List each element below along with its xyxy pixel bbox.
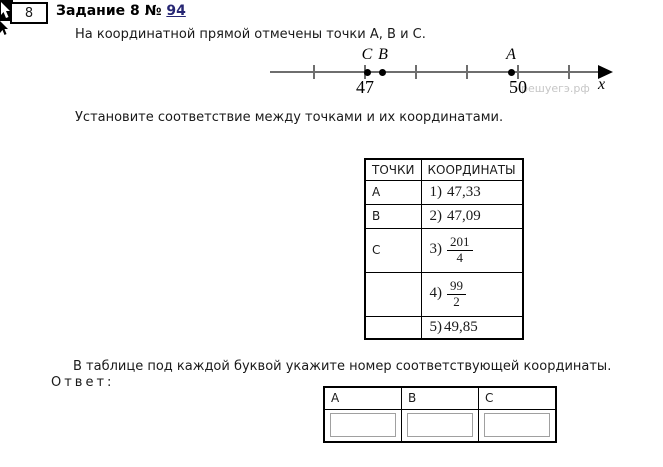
fraction-numerator: 201: [447, 235, 473, 251]
axis-letter-x: x: [598, 76, 606, 93]
point-cell-a: A: [365, 180, 421, 204]
coord-cell-1: [421, 180, 523, 204]
fraction-numerator: 99: [447, 279, 466, 295]
point-dot-c: [364, 69, 371, 76]
answer-input-row: [324, 409, 556, 442]
match-header-points: ТОЧКИ: [365, 159, 421, 180]
coord-cell-2: [421, 204, 523, 228]
note-text: В таблице под каждой буквой укажите номер соответствующей координаты.: [73, 359, 612, 374]
coord-value: 49,85: [444, 318, 478, 335]
answer-header-row: [324, 387, 556, 409]
title-text: Задание 8 №: [56, 3, 167, 19]
point-dot-b: [379, 69, 386, 76]
point-label-b: B: [378, 46, 388, 63]
task-number-link[interactable]: 94: [166, 3, 186, 19]
answer-input-b[interactable]: [407, 413, 473, 437]
table-row: [365, 180, 523, 204]
point-dot-a: [508, 69, 515, 76]
coord-cell-3: [421, 228, 523, 272]
point-cell-empty: [365, 316, 421, 339]
coord-number: 2): [429, 207, 442, 224]
fraction-denominator: 4: [456, 249, 463, 265]
number-line-figure: [270, 45, 630, 103]
point-label-a: A: [506, 46, 516, 63]
answer-header-a: A: [324, 387, 402, 409]
fraction-denominator: 2: [453, 293, 460, 309]
match-table-header-row: [365, 159, 523, 180]
table-row: [365, 272, 523, 316]
point-cell-empty: [365, 272, 421, 316]
answer-table: [323, 386, 557, 443]
table-row: [365, 228, 523, 272]
answer-header-b: B: [402, 387, 479, 409]
instruction-text: Установите соответствие между точками и их координатами.: [75, 110, 504, 125]
fraction: [447, 235, 473, 266]
match-header-coords: КООРДИНАТЫ: [421, 159, 523, 180]
table-row: [365, 316, 523, 339]
tick-mark: [568, 65, 570, 79]
answer-cell-b: [402, 409, 479, 442]
point-cell-c: C: [365, 228, 421, 272]
coord-number: 3): [429, 241, 442, 258]
point-label-c: C: [361, 46, 373, 63]
task-number-box: [10, 2, 48, 24]
coord-cell-4: [421, 272, 523, 316]
answer-cell-c: [479, 409, 557, 442]
tick-label-47: 47: [356, 77, 374, 97]
coord-value: 47,33: [447, 183, 481, 200]
answer-header-c: C: [479, 387, 557, 409]
answer-label: Ответ:: [51, 375, 115, 390]
answer-cell-a: [324, 409, 402, 442]
fraction: [447, 279, 466, 310]
answer-input-a[interactable]: [330, 413, 396, 437]
coord-number: 4): [429, 285, 442, 302]
answer-input-c[interactable]: [484, 413, 550, 437]
task-number: 8: [24, 5, 34, 21]
match-table: [364, 158, 524, 340]
coord-value: 47,09: [447, 207, 481, 224]
tick-mark: [313, 65, 315, 79]
coord-number: 5): [429, 318, 442, 335]
page-title: [56, 3, 186, 19]
tick-mark: [415, 65, 417, 79]
watermark: решуегэ.рф: [521, 82, 590, 95]
table-row: [365, 204, 523, 228]
point-cell-b: B: [365, 204, 421, 228]
coord-cell-5: [421, 316, 523, 339]
coord-number: 1): [429, 183, 442, 200]
intro-text: На координатной прямой отмечены точки A, B и C.: [75, 27, 426, 42]
tick-label-50: 50: [509, 77, 527, 97]
tick-mark: [466, 65, 468, 79]
number-line-axis: [270, 71, 602, 73]
